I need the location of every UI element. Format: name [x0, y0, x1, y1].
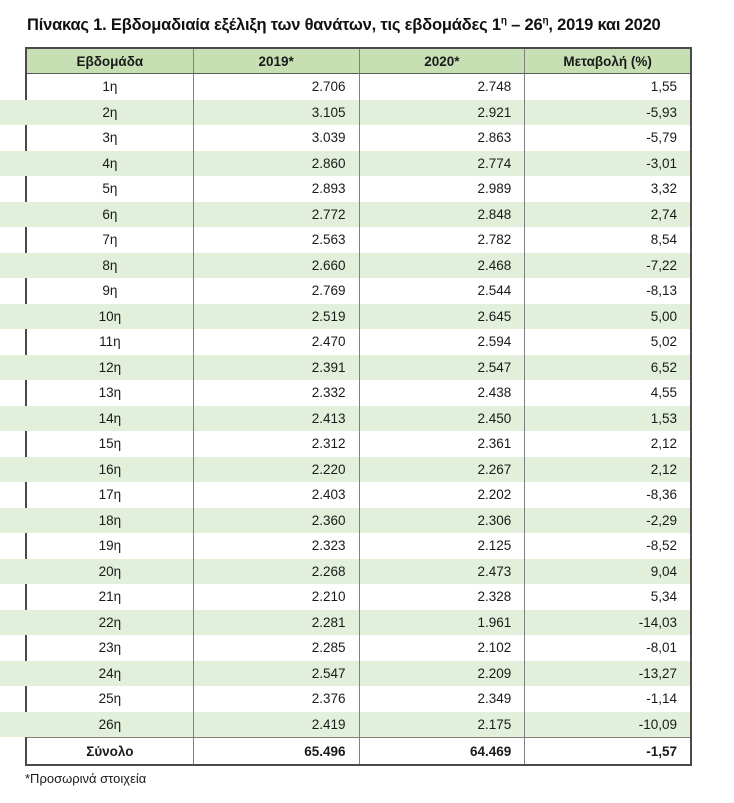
week-cell: 9η	[102, 283, 118, 299]
week-cell: 17η	[98, 487, 122, 503]
change-cell: 9,04	[524, 559, 690, 585]
change-cell: -8,52	[524, 533, 690, 559]
total-2019-value: 65.496	[193, 737, 359, 764]
value-2020-cell: 2.921	[359, 100, 525, 126]
value-2019-cell: 3.105	[193, 100, 359, 126]
change-cell: 4,55	[524, 380, 690, 406]
total-label: Σύνολο	[27, 737, 193, 764]
week-cell: 24η	[27, 661, 193, 687]
value-2020-cell: 2.125	[359, 533, 525, 559]
value-2019-cell: 2.563	[193, 227, 359, 253]
value-2020-cell: 2.645	[359, 304, 525, 330]
week-cell: 10η	[27, 304, 193, 330]
value-2020-cell: 2.547	[359, 355, 525, 381]
table-row	[27, 482, 690, 508]
value-2020-cell: 2.863	[359, 125, 525, 151]
value-2020-cell: 2.328	[359, 584, 525, 610]
table-row	[27, 151, 690, 177]
change-cell: -5,79	[524, 125, 690, 151]
week-cell: 14η	[27, 406, 193, 432]
value-2019-cell: 2.323	[193, 533, 359, 559]
title-sup2: η	[542, 15, 549, 27]
table-row	[27, 610, 690, 636]
week-cell: 11η	[99, 334, 121, 350]
value-2020-cell: 2.202	[359, 482, 525, 508]
value-2019-cell: 2.772	[193, 202, 359, 228]
change-cell: -5,93	[524, 100, 690, 126]
week-cell: 26η	[27, 712, 193, 738]
table-row	[27, 304, 690, 330]
column-header-2019: 2019*	[193, 49, 359, 74]
value-2019-cell: 2.376	[193, 686, 359, 712]
value-2020-cell: 2.848	[359, 202, 525, 228]
value-2019-cell: 2.413	[193, 406, 359, 432]
value-2019-cell: 2.660	[193, 253, 359, 279]
change-cell: 2,74	[524, 202, 690, 228]
value-2020-cell: 2.450	[359, 406, 525, 432]
table-row	[27, 533, 690, 559]
change-cell: 1,55	[524, 74, 690, 100]
table-row	[27, 278, 690, 304]
value-2019-cell: 2.769	[193, 278, 359, 304]
footnote: *Προσωρινά στοιχεία	[25, 771, 147, 786]
change-cell: -13,27	[524, 661, 690, 687]
table-row	[27, 559, 690, 585]
week-cell: 3η	[102, 130, 118, 146]
value-2020-cell: 2.544	[359, 278, 525, 304]
value-2020-cell: 2.594	[359, 329, 525, 355]
table-row	[27, 508, 690, 534]
week-cell: 18η	[27, 508, 193, 534]
value-2020-cell: 2.267	[359, 457, 525, 483]
table-row	[27, 74, 690, 100]
value-2019-cell: 2.220	[193, 457, 359, 483]
change-cell: -14,03	[524, 610, 690, 636]
week-cell: 8η	[27, 253, 193, 279]
table-footer	[27, 737, 690, 764]
table-row	[27, 100, 690, 126]
value-2020-cell: 2.989	[359, 176, 525, 202]
column-header-week: Εβδομάδα	[27, 49, 193, 74]
column-header-2020: 2020*	[359, 49, 525, 74]
change-cell: 1,53	[524, 406, 690, 432]
value-2019-cell: 2.391	[193, 355, 359, 381]
table-row	[27, 227, 690, 253]
value-2019-cell: 2.210	[193, 584, 359, 610]
value-2020-cell: 2.349	[359, 686, 525, 712]
weekly-deaths-table	[25, 47, 692, 766]
change-cell: -8,36	[524, 482, 690, 508]
table-row	[27, 355, 690, 381]
change-cell: 5,34	[524, 584, 690, 610]
change-cell: 2,12	[524, 457, 690, 483]
week-cell: 16η	[27, 457, 193, 483]
table-body	[27, 74, 690, 737]
value-2020-cell: 2.782	[359, 227, 525, 253]
week-cell: 6η	[27, 202, 193, 228]
value-2020-cell: 2.102	[359, 635, 525, 661]
value-2020-cell: 2.473	[359, 559, 525, 585]
value-2020-cell: 2.468	[359, 253, 525, 279]
value-2019-cell: 2.706	[193, 74, 359, 100]
change-cell: -8,13	[524, 278, 690, 304]
value-2019-cell: 2.281	[193, 610, 359, 636]
change-cell: -1,14	[524, 686, 690, 712]
total-change-value: -1,57	[524, 737, 690, 764]
week-cell: 7η	[102, 232, 118, 248]
value-2020-cell: 2.175	[359, 712, 525, 738]
table-row	[27, 125, 690, 151]
page-title	[27, 13, 734, 37]
week-cell: 12η	[27, 355, 193, 381]
week-cell: 1η	[102, 79, 118, 95]
title-sup1: η	[500, 15, 507, 27]
value-2019-cell: 2.285	[193, 635, 359, 661]
value-2020-cell: 1.961	[359, 610, 525, 636]
table-row	[27, 712, 690, 738]
value-2020-cell: 2.748	[359, 74, 525, 100]
column-header-change: Μεταβολή (%)	[524, 49, 690, 74]
table-row	[27, 380, 690, 406]
week-cell: 20η	[27, 559, 193, 585]
change-cell: 2,12	[524, 431, 690, 457]
week-cell: 13η	[98, 385, 122, 401]
value-2019-cell: 2.312	[193, 431, 359, 457]
table-row	[27, 457, 690, 483]
value-2019-cell: 2.860	[193, 151, 359, 177]
value-2019-cell: 2.519	[193, 304, 359, 330]
change-cell: 8,54	[524, 227, 690, 253]
change-cell: -10,09	[524, 712, 690, 738]
value-2019-cell: 2.360	[193, 508, 359, 534]
change-cell: 5,02	[524, 329, 690, 355]
week-cell: 5η	[102, 181, 118, 197]
value-2019-cell: 2.893	[193, 176, 359, 202]
table-row	[27, 329, 690, 355]
table-row	[27, 406, 690, 432]
value-2019-cell: 2.268	[193, 559, 359, 585]
title-part3: , 2019 και 2020	[548, 16, 661, 34]
table-row	[27, 635, 690, 661]
table-row	[27, 253, 690, 279]
value-2020-cell: 2.774	[359, 151, 525, 177]
table-row	[27, 176, 690, 202]
value-2019-cell: 3.039	[193, 125, 359, 151]
change-cell: -8,01	[524, 635, 690, 661]
value-2019-cell: 2.419	[193, 712, 359, 738]
week-cell: 2η	[27, 100, 193, 126]
value-2019-cell: 2.470	[193, 329, 359, 355]
total-2020-value: 64.469	[359, 737, 525, 764]
table-row	[27, 202, 690, 228]
week-cell: 25η	[98, 691, 122, 707]
week-cell: 15η	[98, 436, 122, 452]
table-row	[27, 661, 690, 687]
value-2020-cell: 2.361	[359, 431, 525, 457]
week-cell: 23η	[98, 640, 122, 656]
week-cell: 22η	[27, 610, 193, 636]
change-cell: -7,22	[524, 253, 690, 279]
change-cell: 5,00	[524, 304, 690, 330]
change-cell: 6,52	[524, 355, 690, 381]
week-cell: 21η	[98, 589, 122, 605]
table-header	[27, 49, 690, 74]
value-2020-cell: 2.438	[359, 380, 525, 406]
value-2019-cell: 2.547	[193, 661, 359, 687]
value-2019-cell: 2.332	[193, 380, 359, 406]
week-cell: 19η	[98, 538, 122, 554]
change-cell: -3,01	[524, 151, 690, 177]
total-row	[27, 737, 690, 764]
table-row	[27, 431, 690, 457]
week-cell: 4η	[27, 151, 193, 177]
change-cell: 3,32	[524, 176, 690, 202]
change-cell: -2,29	[524, 508, 690, 534]
table-row	[27, 686, 690, 712]
title-part1: Πίνακας 1. Εβδομαδιαία εξέλιξη των θανάτων, τις εβδομάδες 1	[27, 16, 501, 34]
title-part2: – 26	[506, 16, 543, 34]
value-2020-cell: 2.209	[359, 661, 525, 687]
value-2019-cell: 2.403	[193, 482, 359, 508]
table-row	[27, 584, 690, 610]
value-2020-cell: 2.306	[359, 508, 525, 534]
header-row	[27, 49, 690, 74]
